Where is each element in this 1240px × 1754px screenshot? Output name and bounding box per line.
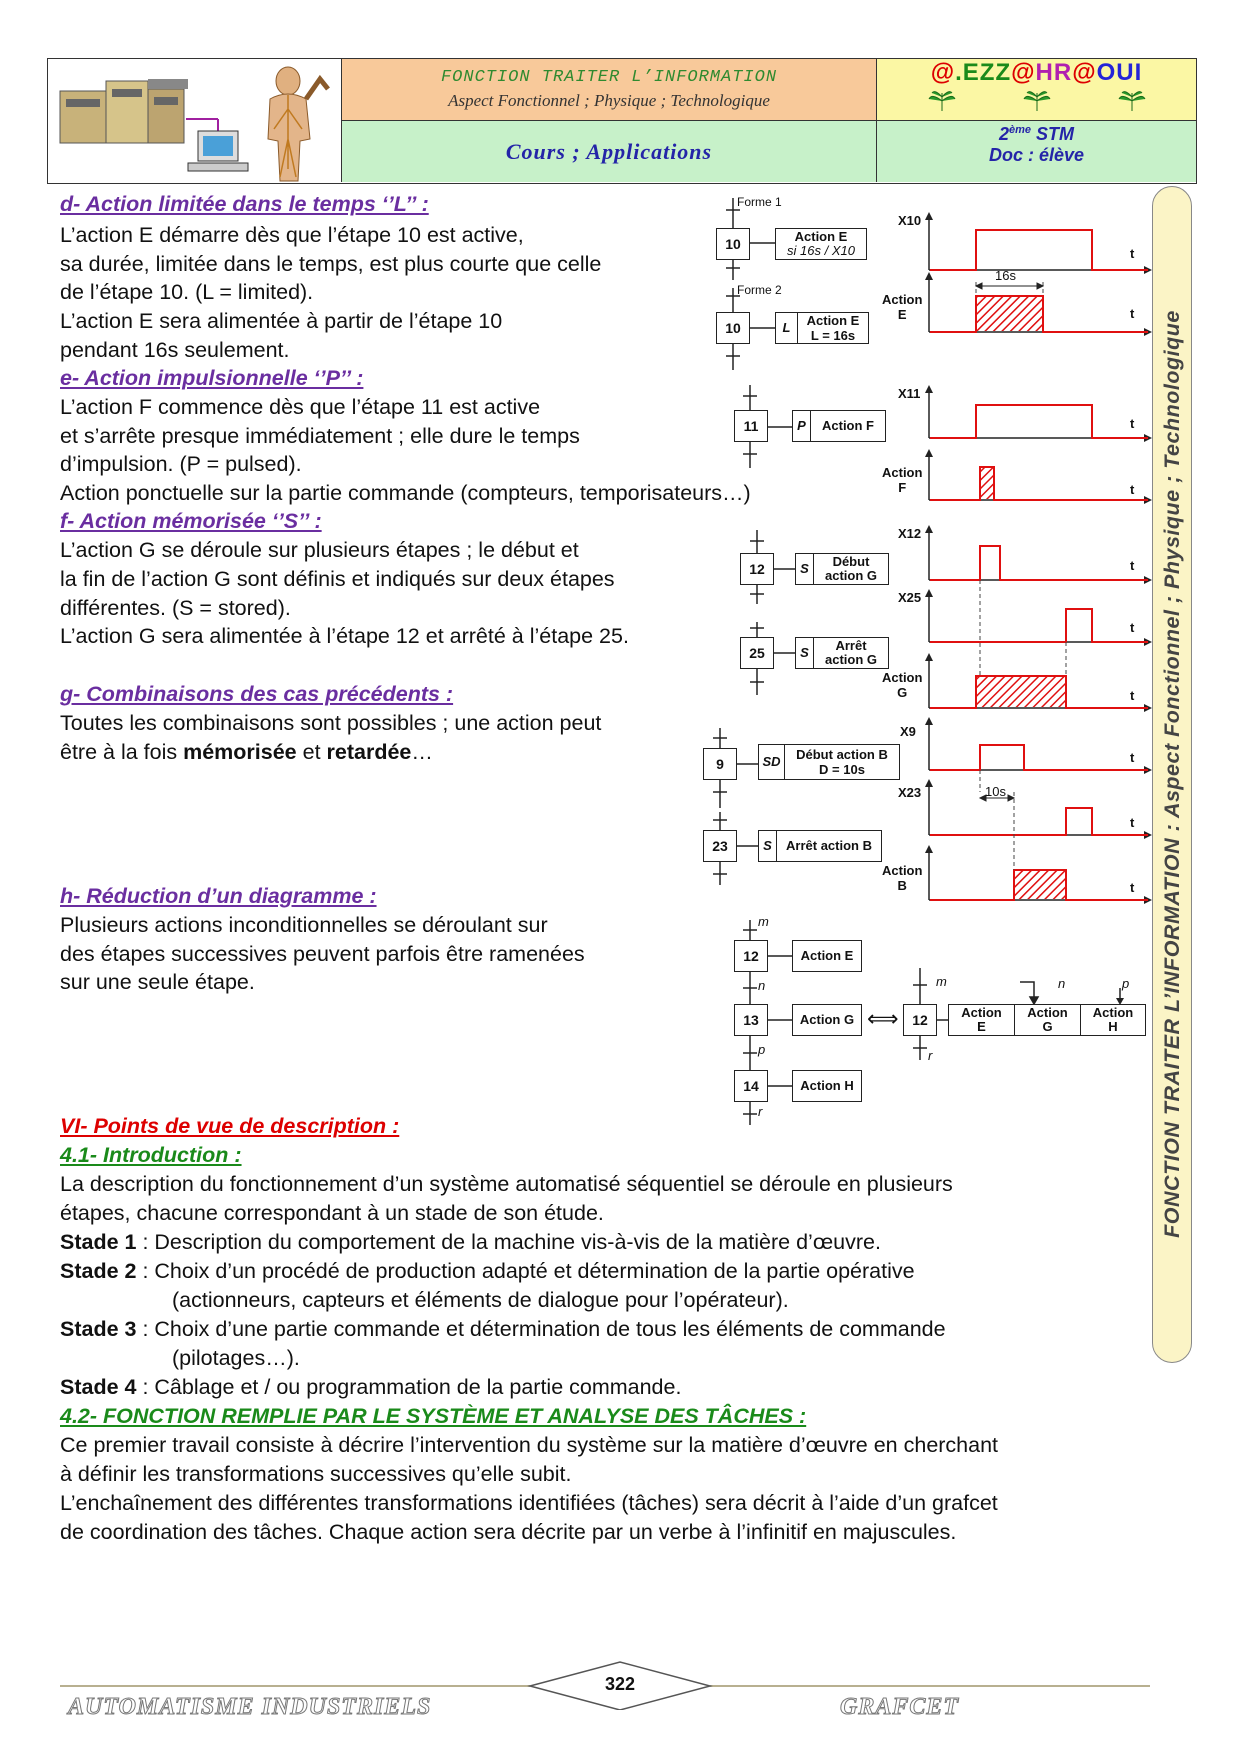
brand-logo: @.EZZ@HR@OUI (930, 59, 1143, 86)
t-label: t (1130, 688, 1135, 703)
red-step-14: 14 (734, 1070, 768, 1102)
class-level: 2ème STM (998, 124, 1075, 144)
stade-3: Stade 3 : Choix d’une partie commande et détermination de tous les éléments de commande (60, 1317, 946, 1341)
signal-x12 (930, 546, 1148, 580)
red-combined-actions: Action E Action G Action H (948, 1004, 1146, 1036)
step-10b: 10 (716, 312, 750, 344)
label-x9: X9 (900, 724, 916, 739)
text-line: L’action F commence dès que l’étape 11 est active (60, 395, 541, 419)
text-line: de coordination des tâches. Chaque action sera décrite par un verbe à l’infinitif en majuscules. (60, 1520, 957, 1544)
t-label: t (1130, 620, 1135, 635)
text-line: étapes, chacune correspondant à un stade de son étude. (60, 1201, 604, 1225)
equivalence-arrow-icon: ⟺ (867, 1006, 899, 1031)
text-line: Toutes les combinaisons sont possibles ; une action peut (60, 711, 602, 735)
red-step-13: 13 (734, 1004, 768, 1036)
label-x10: X10 (898, 213, 922, 228)
t-label: t (1130, 416, 1135, 431)
cond-m2: m (936, 974, 947, 989)
text-line: être à la fois mémorisée et retardée… (60, 740, 433, 764)
step-11: 11 (734, 410, 768, 442)
text-line: L’action E sera alimentée à partir de l’étape 10 (60, 309, 503, 333)
text-line: sa durée, limitée dans le temps, est plus courte que celle (60, 252, 602, 276)
stade-2-cont: (actionneurs, capteurs et éléments de dialogue pour l’opérateur). (172, 1288, 789, 1312)
section-d-title: d- Action limitée dans le temps ‘’L’’ : (60, 192, 429, 216)
signal-x10 (930, 230, 1148, 270)
action-e-forme2: L Action E L = 16s (775, 312, 869, 344)
label-10s: 10s (985, 784, 1006, 799)
signal-x11 (930, 405, 1148, 438)
section-e-title: e- Action impulsionnelle ‘’P’’ : (60, 366, 364, 390)
footer-right: GRAFCET (840, 1694, 960, 1720)
label-x12: X12 (898, 526, 922, 541)
forme1-label: Forme 1 (737, 195, 782, 209)
stade-2: Stade 2 : Choix d’un procédé de production adapté et détermination de la partie opérative (60, 1259, 915, 1283)
action-b-start: SD Début action B D = 10s (758, 744, 900, 780)
cond-r: r (758, 1104, 763, 1119)
text-line: Ce premier travail consiste à décrire l’intervention du système sur la matière d’œuvre en cherchant (60, 1433, 999, 1457)
text-line: L’enchaînement des différentes transformations identifiées (tâches) sera décrit à l’aide d’un grafcet (60, 1491, 998, 1515)
t-label: t (1130, 306, 1135, 321)
t-label: t (1130, 558, 1135, 573)
cond-m: m (758, 914, 769, 929)
label-action-f: Action F (882, 465, 923, 495)
text-line: de l’étape 10. (L = limited). (60, 280, 314, 304)
header-cours: Cours ; Applications (505, 139, 713, 164)
section-41-title: 4.1- Introduction : (60, 1143, 242, 1167)
footer-left: AUTOMATISME INDUSTRIELS (68, 1694, 432, 1720)
section-42-title: 4.2- FONCTION REMPLIE PAR LE SYSTÈME ET ANALYSE DES TÂCHES : (60, 1404, 807, 1428)
arrow-down-icon (1110, 988, 1130, 1006)
red-action-h: Action H (792, 1070, 862, 1102)
t-label: t (1130, 750, 1135, 765)
text-line: Action ponctuelle sur la partie commande (compteurs, temporisateurs…) (60, 481, 751, 505)
step-25: 25 (740, 637, 774, 669)
stade-3-cont: (pilotages…). (172, 1346, 300, 1370)
red-action-g: Action G (792, 1004, 862, 1036)
label-16s: 16s (995, 268, 1016, 283)
section-vi-title: VI- Points de vue de description : (60, 1114, 400, 1138)
label-action-e: Action E (882, 292, 923, 322)
text-line: sur une seule étape. (60, 970, 255, 994)
text-line: pendant 16s seulement. (60, 338, 290, 362)
text-line: la fin de l’action G sont définis et indiqués sur deux étapes (60, 567, 615, 591)
text-line: L’action G se déroule sur plusieurs étapes ; le début et (60, 538, 579, 562)
hatch-e (977, 297, 1042, 331)
cond-p2: p (1122, 976, 1130, 991)
t-label: t (1130, 880, 1135, 895)
signal-action-f (930, 467, 1148, 500)
label-action-g: Action G (882, 670, 923, 700)
text-line: L’action E démarre dès que l’étape 10 est active, (60, 223, 524, 247)
red-step-12b: 12 (903, 1004, 937, 1036)
cond-n2: n (1058, 976, 1066, 991)
label-x25: X25 (898, 590, 922, 605)
text-line: des étapes successives peuvent parfois être ramenées (60, 942, 585, 966)
section-f-title: f- Action mémorisée ‘’S’’ : (60, 509, 322, 533)
t-label: t (1130, 815, 1135, 830)
doc-type: Doc : élève (988, 145, 1085, 165)
text-line: La description du fonctionnement d’un système automatisé séquentiel se déroule en plusieurs (60, 1172, 953, 1196)
action-f-box: P Action F (792, 410, 886, 442)
signal-x23 (930, 808, 1148, 835)
action-g-start: S Début action G (795, 553, 889, 585)
text-line: L’action G sera alimentée à l’étape 12 et arrêté à l’étape 25. (60, 624, 629, 648)
text-line: Plusieurs actions inconditionnelles se déroulant sur (60, 913, 548, 937)
signal-x25 (930, 609, 1148, 642)
hatch-g (977, 677, 1065, 707)
step-9: 9 (703, 748, 737, 780)
section-h-title: h- Réduction d’un diagramme : (60, 884, 377, 908)
hatch-b (1015, 871, 1065, 899)
page-number: 322 (604, 1674, 636, 1694)
label-x23: X23 (898, 785, 922, 800)
side-band-text: FONCTION TRAITER L’INFORMATION : Aspect Fonctionnel ; Physique ; Technologique (1160, 310, 1184, 1238)
t-label: t (1130, 482, 1135, 497)
text-line: d’impulsion. (P = pulsed). (60, 452, 302, 476)
red-action-e: Action E (792, 940, 862, 972)
dashed-guides (976, 282, 1066, 870)
t-label: t (1130, 246, 1135, 261)
cond-n: n (758, 978, 766, 993)
text-line: et s’arrête presque immédiatement ; elle dure le temps (60, 424, 580, 448)
hatch-f (981, 468, 993, 499)
cond-r2: r (928, 1048, 933, 1063)
dimension-arrows (976, 283, 1043, 801)
header-subtitle: Aspect Fonctionnel ; Physique ; Technologique (448, 91, 770, 110)
step-12: 12 (740, 553, 774, 585)
action-e-forme1: Action E si 16s / X10 (775, 228, 867, 260)
label-x11: X11 (898, 386, 921, 401)
action-g-stop: S Arrêt action G (795, 637, 889, 669)
forme2-label: Forme 2 (737, 283, 782, 297)
header-title: FONCTION TRAITER L’INFORMATION (440, 68, 778, 87)
red-step-12: 12 (734, 940, 768, 972)
signal-x9 (930, 745, 1148, 770)
label-action-b: Action B (882, 863, 923, 893)
text-line: différentes. (S = stored). (60, 596, 291, 620)
section-g-title: g- Combinaisons des cas précédents : (60, 682, 454, 706)
cond-p: p (758, 1042, 766, 1057)
stade-1: Stade 1 : Description du comportement de la machine vis-à-vis de la matière d’œuvre. (60, 1230, 881, 1254)
step-23: 23 (703, 830, 737, 862)
step-10: 10 (716, 228, 750, 260)
action-b-stop: S Arrêt action B (758, 830, 882, 862)
text-line: à définir les transformations successives qu’elle subit. (60, 1462, 572, 1486)
stade-4: Stade 4 : Câblage et / ou programmation de la partie commande. (60, 1375, 682, 1399)
